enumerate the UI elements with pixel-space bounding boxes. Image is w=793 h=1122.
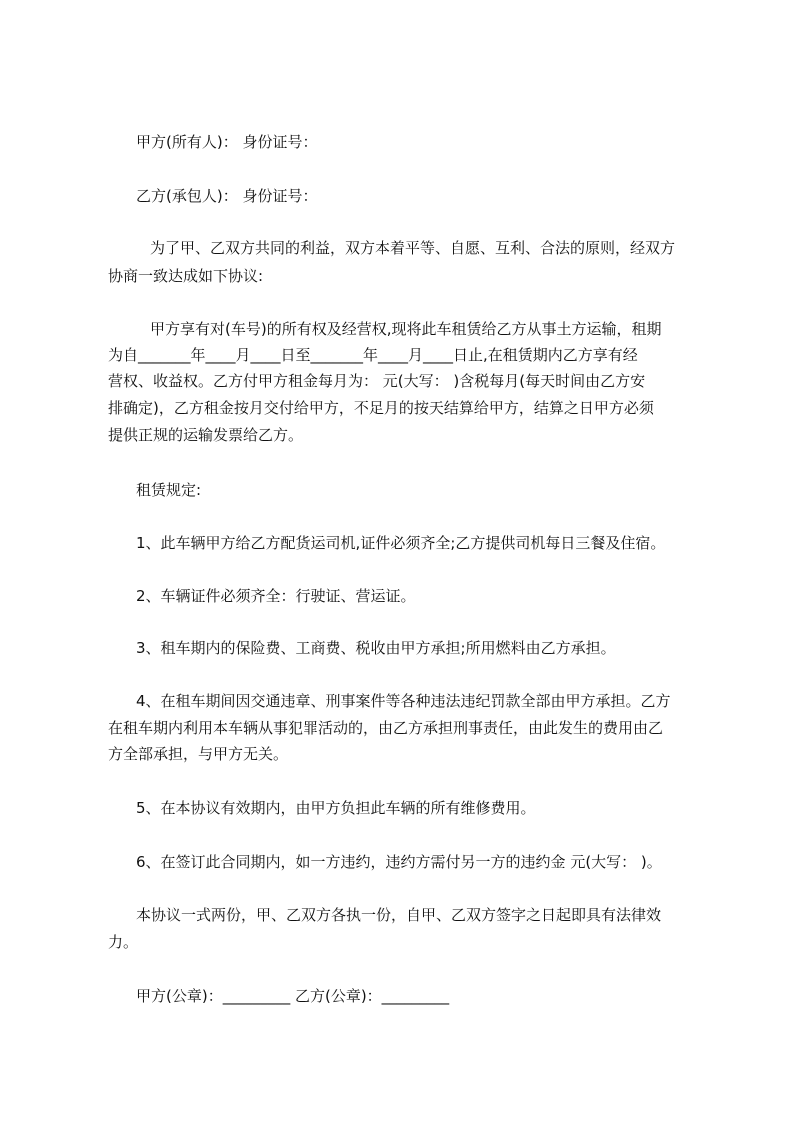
clause-main-line-2: 为自_______年____月____日至_______年____月____日止,在租赁期内乙方享有经 — [108, 346, 638, 364]
rule-4-line-2: 在租车期内利用本车辆从事犯罪活动的，由乙方承担刑事责任，由此发生的费用由乙 — [108, 719, 664, 737]
preamble-line-1: 为了甲、乙双方共同的利益，双方本着平等、自愿、互利、合法的原则，经双方 — [150, 239, 676, 257]
clause-main-line-1: 甲方享有对(车号)的所有权及经营权,现将此车租赁给乙方从事土方运输，租期 — [150, 320, 662, 338]
rule-2: 2、车辆证件必须齐全：行驶证、营运证。 — [136, 587, 416, 605]
rule-1: 1、此车辆甲方给乙方配货运司机,证件必须齐全;乙方提供司机每日三餐及住宿。 — [136, 534, 666, 552]
rule-4-line-1: 4、在租车期间因交通违章、刑事案件等各种违法违纪罚款全部由甲方承担。乙方 — [136, 692, 671, 710]
party-b-line: 乙方(承包人)： 身份证号： — [136, 187, 318, 205]
rule-6: 6、在签订此合同期内，如一方违约，违约方需付另一方的违约金 元(大写： )。 — [136, 853, 662, 871]
closing-line-2: 力。 — [108, 933, 139, 951]
rule-5: 5、在本协议有效期内，由甲方负担此车辆的所有维修费用。 — [136, 799, 536, 817]
signature-line: 甲方(公章)：_________ 乙方(公章)：_________ — [136, 987, 450, 1005]
clause-main-line-3: 营权、收益权。乙方付甲方租金每月为： 元(大写： )含税每月(每天时间由乙方安 — [108, 372, 646, 390]
rules-heading: 租赁规定: — [136, 481, 202, 499]
closing-line-1: 本协议一式两份，甲、乙双方各执一份，自甲、乙双方签字之日起即具有法律效 — [136, 906, 662, 924]
clause-main-line-5: 提供正规的运输发票给乙方。 — [108, 426, 304, 444]
rule-4-line-3: 方全部承担，与甲方无关。 — [108, 745, 289, 763]
party-a-line: 甲方(所有人)： 身份证号： — [136, 133, 318, 151]
rule-3: 3、租车期内的保险费、工商费、税收由甲方承担;所用燃料由乙方承担。 — [136, 639, 616, 657]
clause-main-line-4: 排确定)，乙方租金按月交付给甲方，不足月的按天结算给甲方，结算之日甲方必须 — [108, 399, 654, 417]
preamble-line-2: 协商一致达成如下协议: — [108, 267, 264, 285]
